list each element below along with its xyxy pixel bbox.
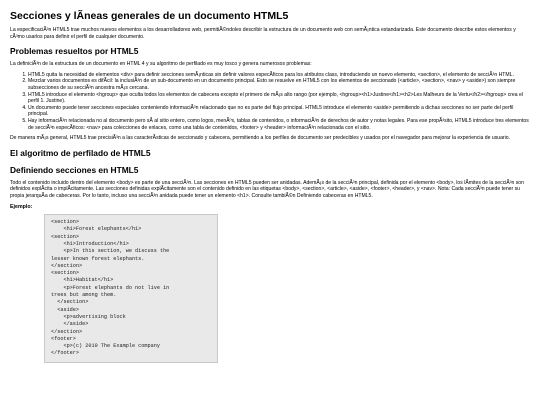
subheading-defining-sections: Definiendo secciones en HTML5 (10, 164, 139, 175)
list-item: 3. HTML5 introduce el elemento <hgroup> que oculta todos los elementos de cabecera excepto el primero de mÃ¡s alto rango (por ejemplo, <hgroup><h1>Justine</h1><h2>Les Malheurs de la Vertu</h2></hgroup> crea el perfil 1. Justine). (28, 92, 530, 105)
page-title: Secciones y lÃneas generales de un documento HTML5 (10, 10, 289, 22)
problems-outro: De manera mÃ¡s general, HTML5 trae precisiÃ³n a las caracterÃsticas de seccionado y cabecera, permitiendo a los perfiles de documento ser predecibles y usados por el navegador para mejorar la experiencia de usuario. (10, 135, 511, 142)
list-item: 2. Mezclar varios documentos es difÃcil: la inclusiÃ³n de un sub-documento en un documento principal. Esto se resuelve en HTML5 con los elementos de seccionado (<article>, <section>, <nav> y <aside>) son siempre subsecciones de su secciÃ³n ancestra mÃ¡s cercana. (28, 78, 530, 91)
list-item: 5. Hay informaciÃ³n relacionada no al documento pero sÃ al sitio entero, como logos, menÃºs, tablas de contenidos, o informaciÃ³n de derechos de autor y notas legales. Para ese propÃ³sito, HTML5 introduce tres elementos de secciÃ³n especÃficos: <nav> para colecciones de enlaces, como una tabla de contenidos, <footer> y <header> informaciÃ³n relacionada con el sitio. (28, 118, 530, 131)
defining-sections-body: Todo el contenido incluido dentro del elemento <body> es parte de una secciÃ³n. Las secciones en HTML5 pueden ser anidadas. AdemÃ¡s de la secciÃ³n principal, definida por el elemento <body>, los lÃmites de la secciÃ³n son definidos explÃcita o implÃcitamente. Las secciones definidas explÃcitamente son el contenido definido en las etiquetas <body>, <section>, <article>, <aside>, <footer>, <header>, y <nav>. Nota: Cada secciÃ³n puede tener su propia jerarquÃa de cabeceras. Por lo tanto, incluso una secciÃ³n anidada puede tener un elemento <h1>. Consulte tambiÃ©n Definiendo cabeceras en HTML5. (10, 179, 524, 199)
problems-list (10, 72, 530, 131)
section-heading-problems: Problemas resueltos por HTML5 (10, 46, 139, 57)
list-item: 4. Un documento puede tener secciones especiales conteniendo informaciÃ³n relacionado que no es parte del flujo principal. HTML5 introduce el elemento <aside> permitiendo a dichas secciones no ser parte del perfil principal. (28, 105, 530, 118)
section-heading-algorithm: El algoritmo de perfilado de HTML5 (10, 147, 151, 158)
list-item: 1. HTML5 quita la necesidad de elementos <div> para definir secciones semÃ¡nticas sin definir valores especÃficos para los atributos class, introduciendo un nuevo elemento, <section>, el elemento de secciÃ³n HTML. (28, 72, 530, 79)
intro-paragraph: La especificaciÃ³n HTML5 trae muchos nuevos elementos a los desarrolladores web, permitiÃ©ndoles describir la estructura de un documento web con semÃ¡ntica estandarizada. Este documento describe estos elementos y cÃ³mo usarlos para definir el perfil de cualquier documento. (10, 27, 516, 40)
example-label: Ejemplo: (10, 203, 33, 210)
problems-lead: La definiciÃ³n de la estructura de un documento en HTML 4 y su algoritmo de perfilado es muy tosco y genera numerosos problemas: (10, 61, 312, 68)
code-example-block: <section> <h1>Forest elephants</h1> <section> <h1>Introduction</h1> <p>In this section, we discuss the lesser known forest elephants. </section> <section> <h1>Habitat</h1> <p>Forest elephants do not live in trees but among them. </section> <aside> <p>advertising block </aside> </section> <footer> <p>(c) 2010 The Example company </footer> (44, 214, 218, 363)
